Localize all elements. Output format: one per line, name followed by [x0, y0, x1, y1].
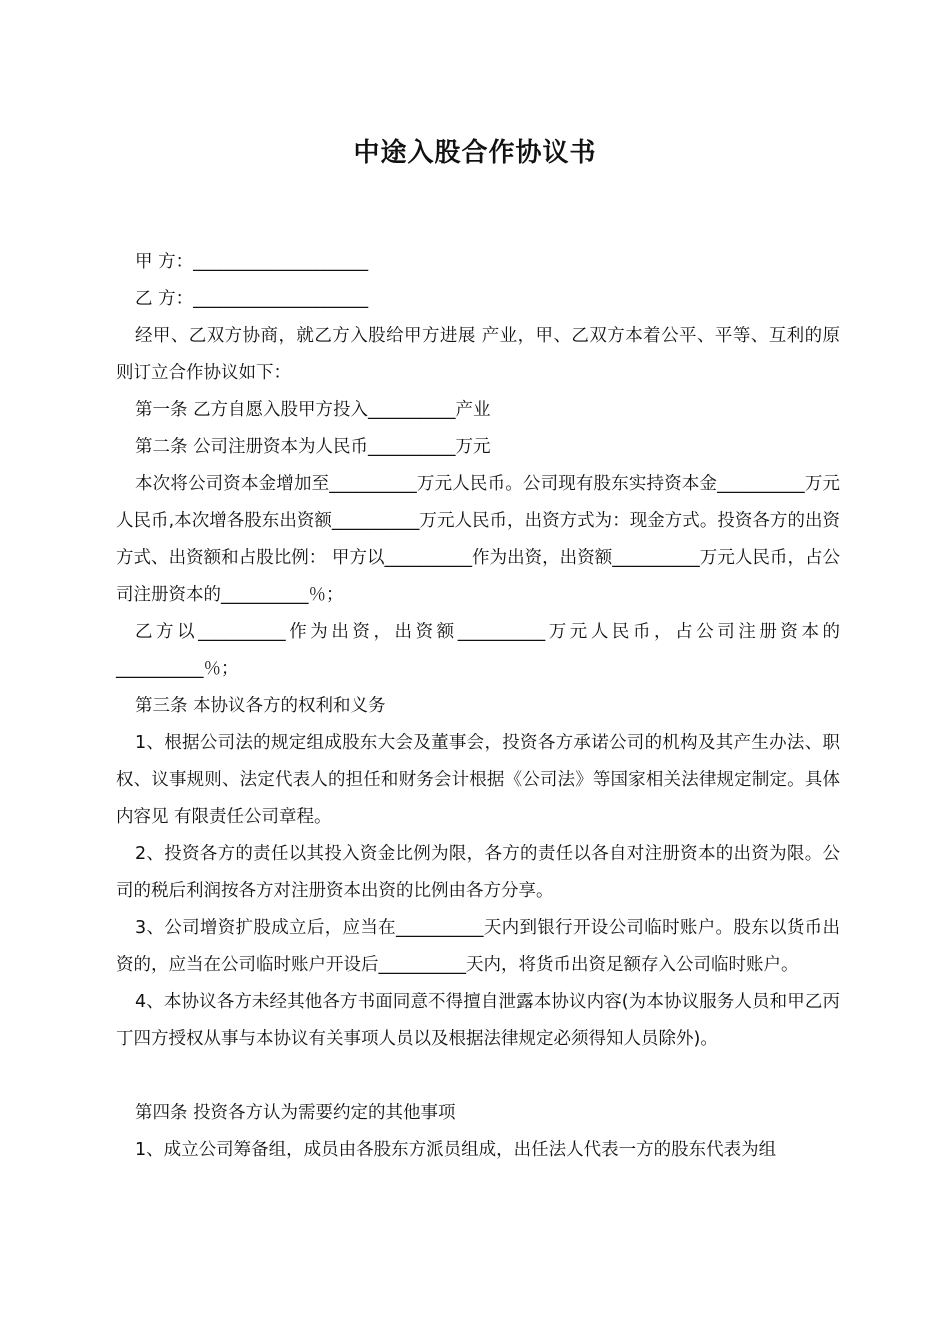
article-3-item-3: 3、公司增资扩股成立后，应当在__________天内到银行开设公司临时账户。股东以货币出资的，应当在公司临时账户开设后__________天内，将货币出资足额存入公司临时账户。 [116, 918, 840, 975]
capital-increase-paragraph: 本次将公司资本金增加至__________万元人民币。公司现有股东实持资本金__________万元人民币,本次增各股东出资额__________万元人民币，出资方式为：现金方式。投资各方的出资方式、出资额和占股比例： 甲方以__________作为出资，出资额__________万元人民币，占公司注册资本的__________％； [116, 474, 840, 605]
article-4-heading: 第四条 投资各方认为需要约定的其他事项 [135, 1103, 456, 1123]
party-b-contribution-paragraph: 乙方以__________作为出资，出资额__________万元人民币，占公司注册资本的__________％； [116, 622, 840, 679]
article-3-heading: 第三条 本协议各方的权利和义务 [135, 696, 386, 716]
document-body [116, 244, 840, 1169]
article-1: 第一条 乙方自愿入股甲方投入__________产业 [135, 400, 491, 420]
party-b-line: 乙 方：____________________ [135, 289, 369, 309]
preamble-paragraph: 经甲、乙双方协商，就乙方入股给甲方进展 产业，甲、乙双方本着公平、平等、互利的原则订立合作协议如下： [116, 326, 840, 383]
document-title: 中途入股合作协议书 [353, 138, 597, 168]
article-2: 第二条 公司注册资本为人民币__________万元 [135, 437, 491, 457]
article-3-item-2: 2、投资各方的责任以其投入资金比例为限，各方的责任以各自对注册资本的出资为限。公司的税后利润按各方对注册资本出资的比例由各方分享。 [116, 844, 840, 901]
article-4-item-1: 1、成立公司筹备组，成员由各股东方派员组成，出任法人代表一方的股东代表为组 [135, 1140, 777, 1160]
party-a-line: 甲 方：____________________ [135, 252, 369, 272]
article-3-item-1: 1、根据公司法的规定组成股东大会及董事会，投资各方承诺公司的机构及其产生办法、职权、议事规则、法定代表人的担任和财务会计根据《公司法》等国家相关法律规定制定。具体内容见 有限责任公司章程。 [116, 733, 840, 827]
article-3-item-4: 4、本协议各方未经其他各方书面同意不得擅自泄露本协议内容(为本协议服务人员和甲乙丙丁四方授权从事与本协议有关事项人员以及根据法律规定必须得知人员除外)。 [116, 992, 840, 1049]
